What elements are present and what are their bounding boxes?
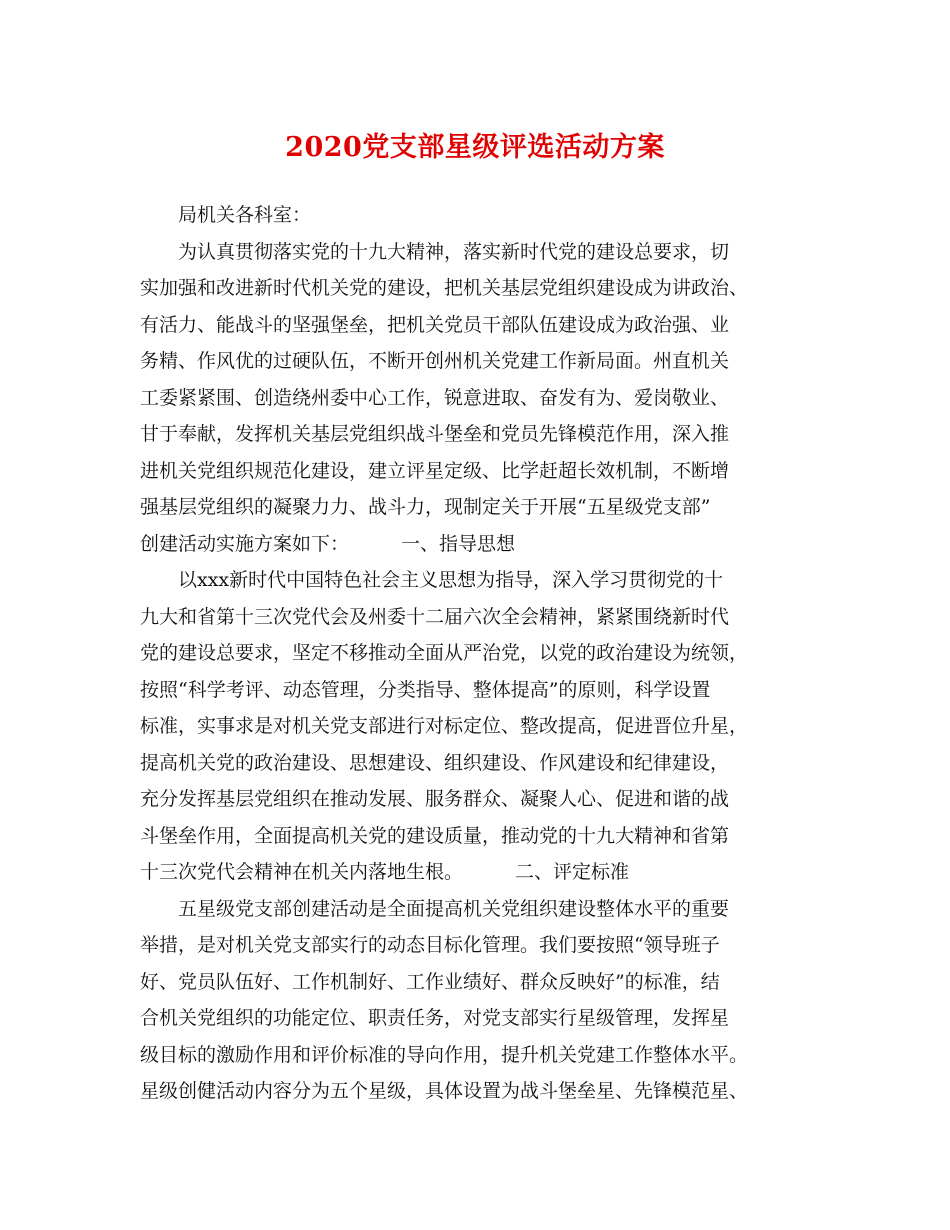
paragraph-line-text: 创建活动实施方案如下： — [140, 532, 350, 555]
paragraph-line: 星级创健活动内容分为五个星级，具体设置为战斗堡垒星、先锋模范星、 — [140, 1080, 749, 1102]
paragraph-line: 为认真贯彻落实党的十九大精神，落实新时代党的建设总要求，切 — [178, 240, 730, 263]
paragraph-line: 甘于奉献，发挥机关基层党组织战斗堡垒和党员先锋模范作用，深入推 — [140, 423, 730, 445]
paragraph-line: 好、党员队伍好、工作机制好、工作业绩好、群众反映好”的标准，结 — [140, 970, 720, 993]
paragraph-line: 举措，是对机关党支部实行的动态目标化管理。我们要按照“领导班子 — [140, 934, 720, 956]
paragraph-line-with-heading — [140, 526, 824, 563]
paragraph-line: 按照“科学考评、动态管理，分类指导、整体提高”的原则，科学设置 — [140, 678, 711, 701]
paragraph-line: 强基层党组织的凝聚力力、战斗力，现制定关于开展“五星级党支部” — [140, 496, 711, 518]
paragraph-line: 实加强和改进新时代机关党的建设，把机关基层党组织建设成为讲政治、 — [140, 277, 749, 299]
paragraph-line: 级目标的激励作用和评价标准的导向作用，提升机关党建工作整体水平。 — [140, 1043, 749, 1066]
section-heading-1: 一、指导思想 — [401, 532, 516, 555]
paragraph-line: 以xxx新时代中国特色社会主义思想为指导，深入学习贯彻党的十 — [178, 569, 724, 591]
paragraph-line: 九大和省第十三次党代会及州委十二届六次全会精神，紧紧围绕新时代 — [140, 605, 730, 628]
document-body — [140, 197, 824, 1110]
paragraph-line-with-heading — [140, 854, 824, 891]
paragraph-line: 充分发挥基层党组织在推动发展、服务群众、凝聚人心、促进和谐的战 — [140, 788, 730, 810]
paragraph-line: 工委紧紧围、创造绕州委中心工作，锐意进取、奋发有为、爱岗敬业、 — [140, 386, 730, 409]
paragraph-line: 务精、作风优的过硬队伍，不断开创州机关党建工作新局面。州直机关 — [140, 350, 730, 372]
paragraph-line: 提高机关党的政治建设、思想建设、组织建设、作风建设和纪律建设， — [140, 751, 730, 774]
paragraph-line: 斗堡垒作用，全面提高机关党的建设质量，推动党的十九大精神和省第 — [140, 824, 730, 847]
paragraph-line: 五星级党支部创建活动是全面提高机关党组织建设整体水平的重要 — [178, 897, 730, 920]
paragraph-line: 进机关党组织规范化建设，建立评星定级、比学赶超长效机制，不断增 — [140, 459, 730, 482]
paragraph-line: 标准，实事求是对机关党支部进行对标定位、整改提高，促进晋位升星， — [140, 715, 749, 737]
section-heading-2: 二、评定标准 — [515, 861, 630, 883]
paragraph-line: 党的建设总要求，坚定不移推动全面从严治党，以党的政治建设为统领， — [140, 642, 749, 664]
paragraph-line: 合机关党组织的功能定位、职责任务，对党支部实行星级管理，发挥星 — [140, 1007, 730, 1029]
paragraph-line-text: 十三次党代会精神在机关内落地生根。 — [140, 861, 464, 883]
document-title: 2020党支部星级评选活动方案 — [285, 132, 665, 163]
paragraph-line: 有活力、能战斗的坚强堡垒，把机关党员干部队伍建设成为政治强、业 — [140, 313, 730, 336]
salutation-line: 局机关各科室： — [178, 204, 312, 226]
